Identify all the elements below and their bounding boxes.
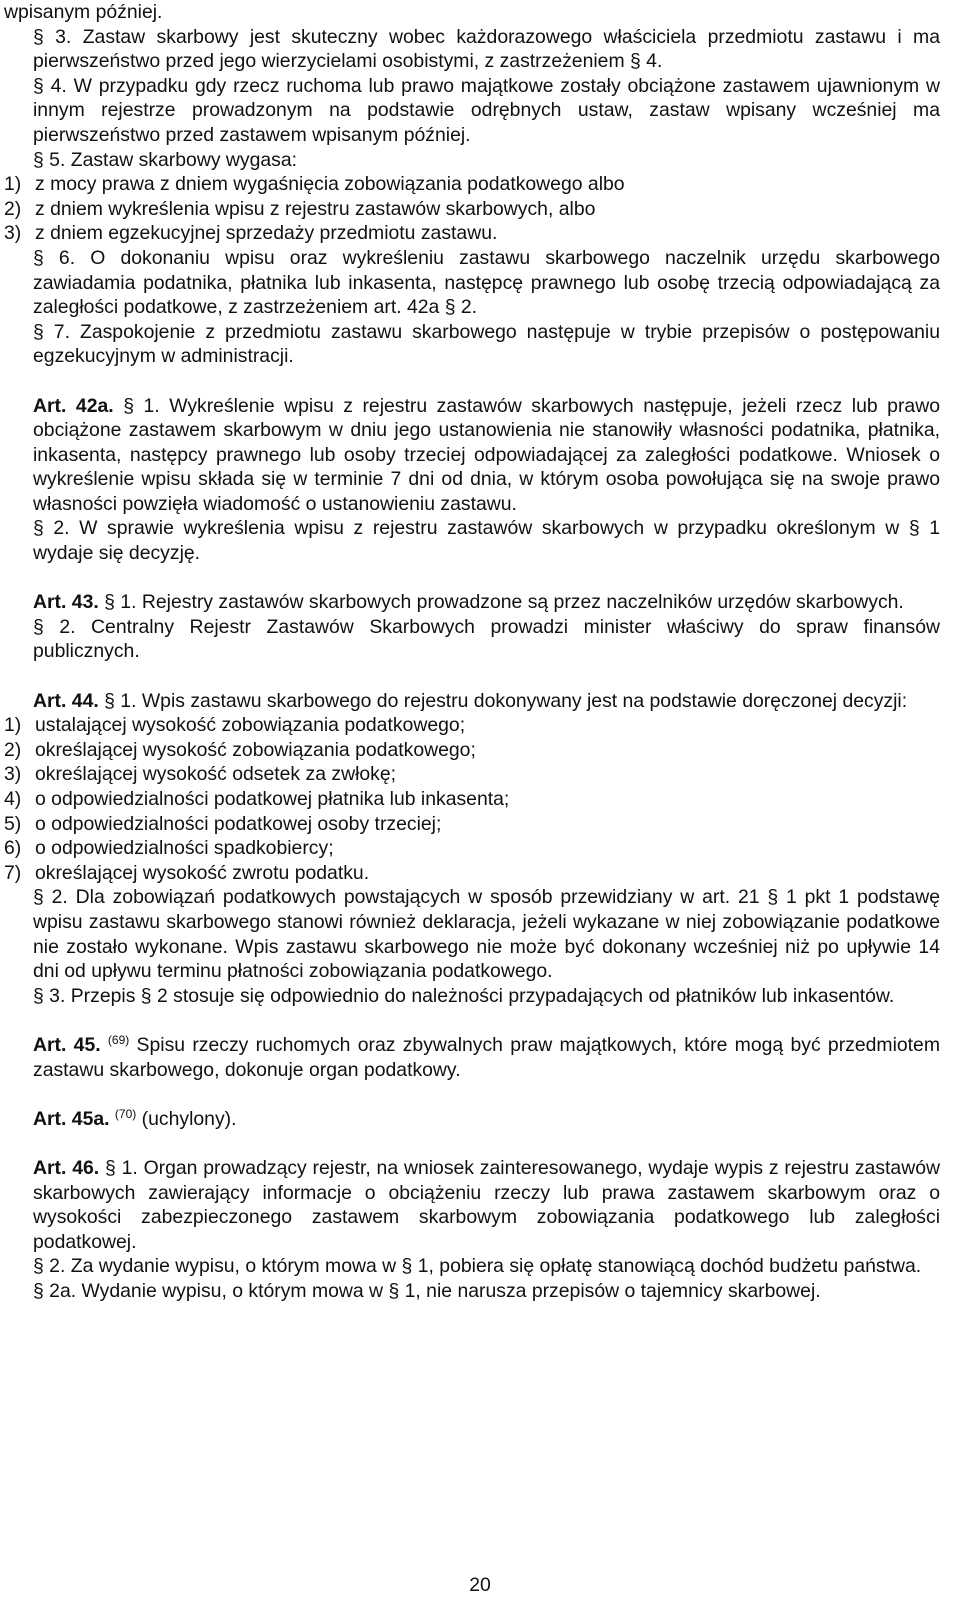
list-item-text: o odpowiedzialności podatkowej osoby trzeciej; xyxy=(35,812,442,835)
paragraph: wpisanym później. xyxy=(4,1,163,23)
list-item-text: z dniem egzekucyjnej sprzedaży przedmiotu zastawu. xyxy=(35,222,498,245)
list-item-number: 4) xyxy=(4,788,22,810)
article-43-paragraph-2: § 2. Centralny Rejestr Zastawów Skarbowych prowadzi minister właściwy do spraw finansów publicznych. xyxy=(33,615,940,663)
document-page xyxy=(4,0,940,1303)
list-item-number: 2) xyxy=(4,197,22,220)
list-item-text: z mocy prawa z dniem wygaśnięcia zobowiązania podatkowego albo xyxy=(35,173,625,196)
paragraph-42-7: § 7. Zaspokojenie z przedmiotu zastawu skarbowego następuje w trybie przepisów o postępowaniu egzekucyjnym w administracji. xyxy=(33,320,940,368)
article-heading: Art. 43. xyxy=(33,591,99,614)
list-44-1 xyxy=(4,713,940,885)
list-item xyxy=(4,762,940,787)
list-item-text: określającej wysokość zwrotu podatku. xyxy=(35,861,370,884)
paragraph-42-6: § 6. O dokonaniu wpisu oraz wykreśleniu zastawu skarbowego naczelnik urzędu skarbowego zawiadamia podatnika, płatnika lub inkasenta, następcę prawnego lub osobę trzecią odpowiadającą za zaległości podatkowe, z zastrzeżeniem art. 42a § 2. xyxy=(33,246,940,319)
article-46-paragraph-2a: § 2a. Wydanie wypisu, o którym mowa w § 1, nie narusza przepisów o tajemnicy skarbowej. xyxy=(33,1279,821,1302)
article-44-paragraph-2: § 2. Dla zobowiązań podatkowych powstających w sposób przewidziany w art. 21 § 1 pkt 1 podstawę wpisu zastawu skarbowego stanowi również deklaracja, jeżeli wykazane w niej zobowiązanie podatkowe nie zostało wykonane. Wpis zastawu skarbowego nie może być dokonany wcześniej niż po upływie 14 dni od upływu terminu płatności zobowiązania podatkowego. xyxy=(33,886,940,983)
article-44-paragraph-1 xyxy=(4,689,940,714)
list-item-number: 6) xyxy=(4,837,22,860)
footnote-reference: (69) xyxy=(107,1032,130,1047)
article-text: Spisu rzeczy ruchomych oraz zbywalnych praw majątkowych, które mogą być przedmiotem zastawu skarbowego, dokonuje organ podatkowy. xyxy=(33,1033,940,1081)
article-46-paragraph-1 xyxy=(4,1156,940,1254)
list-item xyxy=(4,812,940,837)
paragraph-42-5: § 5. Zastaw skarbowy wygasa: xyxy=(33,148,298,171)
list-item xyxy=(4,172,940,197)
list-item xyxy=(4,221,940,246)
paragraph-42-3: § 3. Zastaw skarbowy jest skuteczny wobec każdorazowego właściciela przedmiotu zastawu i ma pierwszeństwo przed jego wierzycielami osobistymi, z zastrzeżeniem § 4. xyxy=(33,25,940,73)
footnote-reference: (70) xyxy=(114,1106,137,1121)
list-item-number: 3) xyxy=(4,222,22,245)
list-item-text: o odpowiedzialności podatkowej płatnika lub inkasenta; xyxy=(35,788,510,810)
list-item xyxy=(4,861,940,886)
article-45a xyxy=(4,1107,940,1132)
article-heading: Art. 42a. xyxy=(33,394,114,417)
list-42-5 xyxy=(4,172,940,246)
list-item-text: określającej wysokość odsetek za zwłokę; xyxy=(35,763,397,786)
list-item-number: 7) xyxy=(4,861,22,884)
article-text: § 1. Wpis zastawu skarbowego do rejestru dokonywany jest na podstawie doręczonej decyzji: xyxy=(98,689,908,712)
article-text: § 1. Wykreślenie wpisu z rejestru zastawów skarbowych następuje, jeżeli rzecz lub prawo obciążone zastawem skarbowym w dniu jego ustanowienia nie stanowiły własności podatnika, płatnika, inkasenta, następcy prawnego lub osoby trzeciej odpowiadającej za zaległości podatkowe. Wniosek o wykreślenie wpisu składa się w terminie 7 dni od dnia, w którym osoba powołująca się na swoje prawo własności powzięła wiadomość o ustanowieniu zastawu. xyxy=(33,394,940,515)
article-text: § 1. Organ prowadzący rejestr, na wniosek zainteresowanego, wydaje wypis z rejestru zastawów skarbowych zawierający informacje o obciążeniu rzeczy lub prawa zastawem skarbowym oraz o wysokości zabezpieczonego zastawem skarbowym zobowiązania podatkowego lub zaległości podatkowej. xyxy=(33,1156,940,1253)
article-text: § 1. Rejestry zastawów skarbowych prowadzone są przez naczelników urzędów skarbowych. xyxy=(98,591,904,614)
list-item-number: 5) xyxy=(4,812,22,835)
list-item xyxy=(4,738,940,763)
list-item-number: 1) xyxy=(4,714,22,737)
article-44-paragraph-3: § 3. Przepis § 2 stosuje się odpowiednio do należności przypadających od płatników lub inkasentów. xyxy=(33,984,895,1007)
page-number: 20 xyxy=(469,1574,491,1596)
list-item-number: 3) xyxy=(4,763,22,786)
list-item xyxy=(4,836,940,861)
article-42a-paragraph-2: § 2. W sprawie wykreślenia wpisu z rejestru zastawów skarbowych w przypadku określonym w § 1 wydaje się decyzję. xyxy=(33,517,940,565)
list-item xyxy=(4,787,940,812)
list-item xyxy=(4,713,940,738)
paragraph-42-4: § 4. W przypadku gdy rzecz ruchoma lub prawo majątkowe zostały obciążone zastawem ujawnionym w innym rejestrze prowadzonym na podstawie odrębnych ustaw, zastaw wpisany wcześniej ma pierwszeństwo przed zastawem wpisanym później. xyxy=(33,74,940,146)
article-46-paragraph-2: § 2. Za wydanie wypisu, o którym mowa w § 1, pobiera się opłatę stanowiącą dochód budżetu państwa. xyxy=(33,1255,922,1278)
article-42a-paragraph-1 xyxy=(4,394,940,517)
article-45 xyxy=(4,1033,940,1082)
article-heading: Art. 45a. xyxy=(33,1107,110,1130)
article-43-paragraph-1 xyxy=(4,590,940,615)
list-item-number: 2) xyxy=(4,738,22,761)
article-text: (uchylony). xyxy=(136,1107,237,1130)
article-heading: Art. 46. xyxy=(33,1156,100,1179)
list-item xyxy=(4,197,940,222)
article-heading: Art. 45. xyxy=(33,1033,101,1056)
list-item-text: ustalającej wysokość zobowiązania podatkowego; xyxy=(35,714,466,737)
list-item-text: o odpowiedzialności spadkobiercy; xyxy=(35,837,334,860)
list-item-text: określającej wysokość zobowiązania podatkowego; xyxy=(35,738,476,761)
article-heading: Art. 44. xyxy=(33,689,99,712)
list-item-number: 1) xyxy=(4,173,22,196)
list-item-text: z dniem wykreślenia wpisu z rejestru zastawów skarbowych, albo xyxy=(35,197,596,220)
